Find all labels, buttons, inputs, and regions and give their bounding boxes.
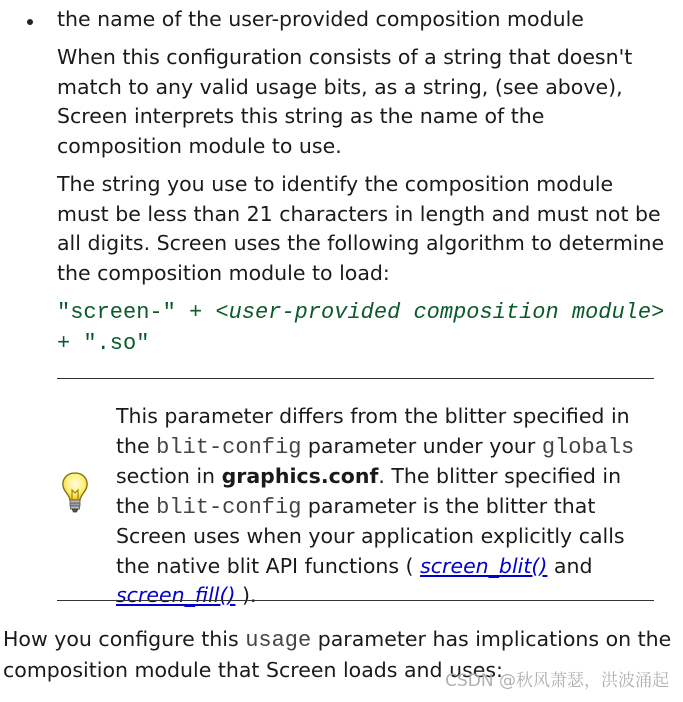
paragraph-usage-string: When this configuration consists of a string that doesn't match to any valid usage bits, as a string, (see above), Screen interprets this string as the name of the composition module to use. — [57, 45, 633, 158]
note-text-segment: and — [547, 553, 593, 578]
note-text-segment: parameter under your — [301, 433, 542, 458]
code-blit-config: blit-config — [156, 494, 302, 520]
bottom-text-segment: How you configure this — [3, 627, 246, 651]
bullet-item — [0, 5, 683, 35]
note-divider-bottom — [57, 600, 654, 601]
code-prefix: "screen-" + — [57, 300, 216, 325]
bullet-dot — [27, 19, 33, 25]
code-suffix: + ".so" — [57, 331, 150, 356]
note-text-segment: This parameter differs from the blitter specified in the — [116, 404, 630, 458]
bullet-text: the name of the user-provided composition module — [57, 7, 584, 31]
screen-blit-link[interactable]: screen_blit() — [420, 553, 548, 578]
screen-fill-link[interactable]: screen_fill() — [116, 583, 236, 607]
code-blit-config: blit-config — [156, 434, 302, 460]
csdn-watermark: CSDN @秋风萧瑟，洪波涌起 — [445, 671, 669, 691]
note-divider-top — [57, 378, 654, 379]
lightbulb-icon — [59, 471, 91, 515]
note-text-segment: ). — [235, 583, 257, 607]
code-globals: globals — [541, 434, 635, 460]
paragraph-string-requirements: The string you use to identify the composition module must be less than 21 characters in length and must not be all digits. Screen uses the following algorithm to determine the composition module to load: — [57, 172, 665, 285]
code-algorithm — [57, 297, 667, 359]
note-text — [116, 402, 661, 611]
note-text-segment: parameter is the blitter that Screen uses when your application explicitly calls the native blit API functions ( — [116, 493, 625, 578]
code-placeholder: <user-provided composition module> — [215, 300, 665, 325]
file-graphics-conf: graphics.conf — [221, 464, 379, 488]
code-usage: usage — [245, 628, 312, 653]
note-text-segment: section in — [116, 464, 222, 488]
bottom-text-segment: parameter has implications on the composition module that Screen loads and uses: — [3, 627, 672, 682]
note-text-segment: . The blitter specified in the — [116, 464, 622, 518]
